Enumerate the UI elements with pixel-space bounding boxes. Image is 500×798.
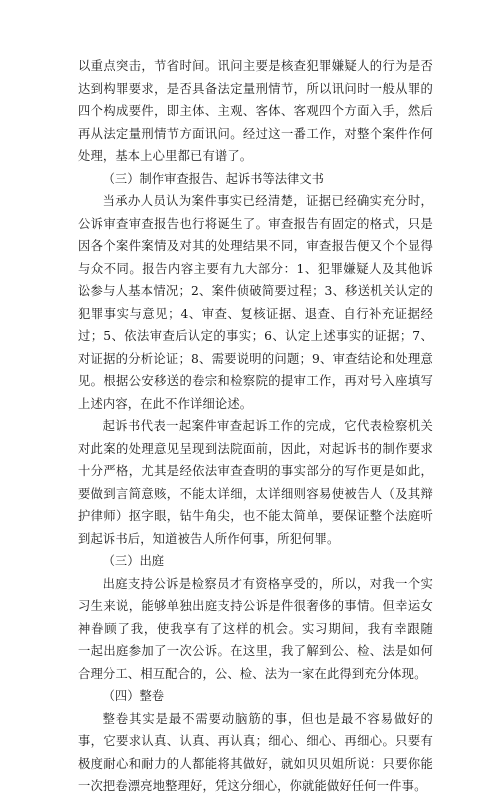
paragraph-indictment: 起诉书代表一起案件审查起诉工作的完成，它代表检察机关对此案的处理意见呈现到法院面前，因此，对起诉书的制作要求十分严格，尤其是经依法审查查明的事实部分的写作更是如此，要做到言简意赅，不能太详细，太详细则容易使被告人（及其辩护律师）抠字眼，钻牛角尖，也不能太简单，要保证整个法庭听到起诉书后，知道被告人所作何事，所犯何罪。 [78,419,433,546]
paragraph-review-report: 当承办人员认为案件事实已经清楚，证据已经确实充分时，公诉审查审查报告也行将诞生了。审查报告有固定的格式，只是因各个案件案情及对其的处理结果不同，审查报告便又个个显得与众不同。报告内容主要有九大部分：1、犯罪嫌疑人及其他诉讼参与人基本情况；2、案件侦破简要过程；3、移送机关认定的犯罪事实与意见；4、审查、复核证据、退查、自行补充证据经过；5、依法审查后认定的事实；6、认定上述事实的证据；7、对证据的分析论证；8、需要说明的问题；9、审查结论和处理意见。根据公安移送的卷宗和检察院的提审工作，再对号入座填写上述内容，在此不作详细论述。 [78,194,433,411]
paragraph-court-appearance: 出庭支持公诉是检察员才有资格享受的，所以，对我一个实习生来说，能够单独出庭支持公诉是件很奢侈的事情。但幸运女神眷顾了我，使我享有了这样的机会。实习期间，我有幸跟随 一起出庭参加了一次公诉。在这里，我了解到公、检、法是如何合理分工、相互配合的，公、检、法为一家在此得到充分体现。 [78,576,446,681]
section-heading-review-report: （三）制作审查报告、起诉书等法律文书 [102,171,324,186]
paragraph-file-organizing: 整卷其实是最不需要动脑筋的事，但也是最不容易做好的事，它要求认真、认真、再认真；细心、细心、再细心。只要有极度耐心和耐力的人都能将其做好，就如贝贝姐所说：只要你能一次把卷漂亮地整理好，凭这分细心，你就能做好任何一件事。 [78,711,433,793]
paragraph-interrogation-summary: 以重点突击，节省时间。讯问主要是核查犯罪嫌疑人的行为是否达到构罪要求，是否具备法定量刑情节，所以讯问时一般从罪的四个构成要件，即主体、主观、客体、客观四个方面入手，然后再从法定量刑情节方面讯问。经过这一番工作，对整个案件作何处理，基本上心里都已有谱了。 [78,59,433,163]
section-heading-file-organizing: （四）整卷 [102,689,165,703]
document-body [78,55,446,798]
section-heading-court-appearance: （三）出庭 [102,554,165,568]
